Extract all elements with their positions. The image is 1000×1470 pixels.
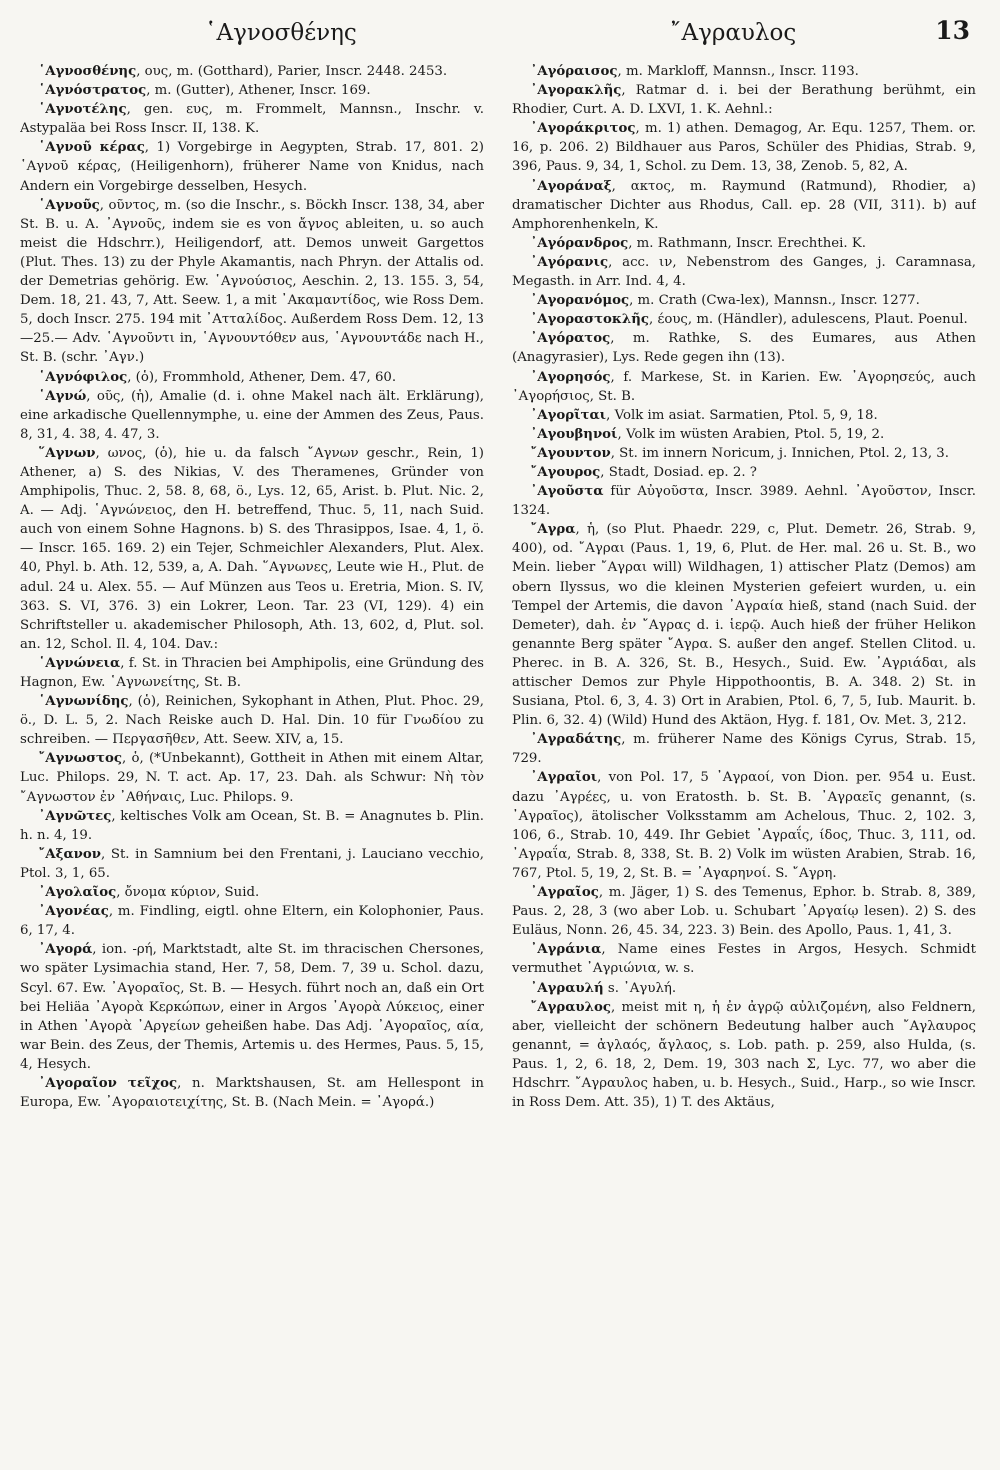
entry-text: , m. Crath (Cwa-lex), Mannsn., Inscr. 1277. (629, 293, 920, 309)
entry-headword: ῎Αγουρος (530, 464, 601, 480)
entry-headword: ῾Αγνώνεια (38, 655, 121, 671)
dictionary-entry (20, 845, 484, 883)
dictionary-entry (512, 883, 976, 940)
entry-headword: ῾Αγνόστρατος (38, 83, 147, 99)
entry-headword: ᾿Αγοραστοκλῆς (530, 312, 649, 328)
dictionary-entry (512, 482, 976, 520)
dictionary-entry (20, 196, 484, 368)
entry-text: , οῦντος, m. (so die Inschr., s. Böckh Inscr. 138, 34, aber St. B. u. A. ᾿Αγνοῦς, indem sie es von ἄγνος ableiten, u. so auch meist die Hdschrr.), Heiligendorf, att. Demos unweit Gargettos (Plut. Thes. 13) zu der Phyle Akamantis, nach Phryn. der Attalis od. der Demetrias gehörig. Ew. ῾Αγνούσιος, Aeschin. 2, 13. 155. 3, 54, Dem. 18, 21. 43, 7, Att. Seew. 1, a mit ᾿Ακαμαντίδος, wie Ross Dem. 5, doch Inscr. 275. 194 mit ᾿Ατταλίδος. Außerdem Ross Dem. 12, 13—25.— Adv. ῾Αγνοῦντι in, ῾Αγνουντόθεν aus, ῾Αγνουντάδε nach H., St. B. (schr. ᾿Αγν.) (20, 197, 484, 366)
dictionary-entry (20, 749, 484, 806)
entry-text: , Volk im wüsten Arabien, Ptol. 5, 19, 2. (617, 426, 885, 442)
entry-text: , acc. ιν, Nebenstrom des Ganges, j. Caramnasa, Megasth. in Arr. Ind. 4, 4. (512, 254, 976, 290)
entry-text: , m. Findling, eigtl. ohne Eltern, ein Kolophonier, Paus. 6, 17, 4. (20, 904, 484, 939)
entry-headword: ᾿Αγουβηνοί (530, 426, 618, 442)
dictionary-entry (512, 463, 976, 482)
entry-headword: ῾Αγνωνίδης (38, 694, 129, 710)
dictionary-entry (512, 425, 976, 444)
entry-headword: ᾿Αγόρανις (530, 254, 609, 270)
entry-headword: ῎Αγουντον (530, 445, 611, 461)
entry-text: , ους, m. (Gotthard), Parier, Inscr. 2448. 2453. (136, 64, 448, 79)
entry-headword: ᾿Αγόρανδρος (530, 235, 629, 251)
page-number: 13 (935, 16, 970, 45)
dictionary-entry (20, 807, 484, 845)
dictionary-entry (512, 368, 976, 406)
entry-headword: ῾Αγνοῦς (38, 197, 100, 213)
entry-text: , οῦς, (ἡ), Amalie (d. i. ohne Makel nach ält. Erklärung), eine arkadische Quellennymphe, u. eine der Ammen des Zeus, Paus. 8, 31, 4. 38, 4. 47, 3. (20, 388, 484, 442)
entry-text: , ἡ, (so Plut. Phaedr. 229, c, Plut. Demetr. 26, Strab. 9, 400), od. ῎Αγραι (Paus. 1, 19, 6, Plut. de Her. mal. 26 u. St. B., wo Mein. lieber ῎Αγραι will) Wildhagen, 1) attischer Platz (Demos) am obern Ilyssus, wo die kleinen Mysterien gefeiert wurden, u. ein Tempel der Artemis, die davon ᾿Αγραία hieß, stand (nach Suid. der Demeter), dah. ἐν ῎Αγρας d. i. ἱερῷ. Auch hieß der früher Helikon genannte Berg später ῎Αγρα. S. außer den angef. Stellen Clitod. u. Pherec. in B. A. 326, St. B., Hesych., Suid. Ew. ᾿Αγριάδαι, als attischer Demos zur Phyle Hippothoontis, B. A. 348. 2) St. in Susiana, Ptol. 6, 3, 4. 3) Ort in Arabien, Ptol. 6, 7, 5, Iub. Maurit. b. Plin. 6, 32. 4) (Wild) Hund des Aktäon, Hyg. f. 181, Ov. Met. 3, 212. (512, 522, 976, 729)
dictionary-entry (512, 998, 976, 1113)
entry-text: , n. Marktshausen, St. am Hellespont in Europa, Ew. ᾿Αγοραιοτειχίτης, St. B. (Nach Mein. = ᾿Αγορά.) (20, 1075, 484, 1111)
entry-headword: ᾿Αγοράκριτος (530, 121, 636, 137)
dictionary-entry (512, 406, 976, 425)
entry-text: , Volk im asiat. Sarmatien, Ptol. 5, 9, 18. (606, 407, 878, 423)
entry-text: , ὁ, (*Unbekannt), Gottheit in Athen mit einem Altar, Luc. Philops. 29, N. T. act. Ap. 17, 23. Dah. als Schwur: Νὴ τὸν ῎Αγνωστον ἐν ᾿Αθήναις, Luc. Philops. 9. (20, 751, 484, 805)
entry-headword: ᾿Αγραῖοι (530, 770, 598, 786)
dictionary-entry (512, 234, 976, 253)
entry-text: , meist mit η, ἡ ἐν ἀγρῷ αὐλιζομένη, also Feldnern, aber, vielleicht der schönern Bedeutung halber auch ῎Αγλαυρος genannt, = ἀγλαός, ἄγλαος, s. Lob. path. p. 259, also Hulda, (s. Paus. 1, 2, 6. 18, 2, Dem. 19, 303 nach Σ, Lyc. 77, wo aber die Hdschrr. ῎Αγραυλος haben, u. b. Hesych., Suid., Harp., so wie Inscr. in Ross Dem. Att. 35), 1) T. des Aktäus, (512, 999, 976, 1111)
entry-text: s. ᾿Αγυλή. (603, 980, 677, 996)
entry-text: , m. Rathmann, Inscr. Erechthei. K. (628, 235, 867, 251)
entry-headword: ῾Αγνοσθένης (38, 64, 137, 79)
entry-text: , f. St. in Thracien bei Amphipolis, eine Gründung des Hagnon, Ew. ῾Αγνωνείτης, St. B. (20, 655, 484, 690)
entry-headword: ῎Αγνωστος (38, 751, 122, 767)
entry-headword: ᾿Αγραυλή (530, 980, 604, 996)
dictionary-entry (20, 654, 484, 692)
dictionary-entry (512, 940, 976, 978)
dictionary-entry (512, 291, 976, 310)
header-first-headword: ῾Αγνοσθένης (205, 20, 357, 46)
left-column (20, 62, 484, 1460)
entry-headword: ᾿Αγορά (38, 942, 93, 958)
entry-text: , ὄνομα κύριον, Suid. (116, 885, 260, 901)
dictionary-entry (512, 768, 976, 883)
entry-headword: ᾿Αγράνια (530, 942, 602, 958)
entry-headword: ῎Αξανον (38, 846, 102, 862)
dictionary-entry (20, 902, 484, 940)
entry-text: , (ὁ), Frommhold, Athener, Dem. 47, 60. (127, 369, 397, 385)
entry-headword: ᾿Αγορακλῆς (530, 83, 622, 99)
entry-text: , m. Rathke, S. des Eumares, aus Athen (Anagyrasier), Lys. Rede gegen ihn (13). (512, 331, 976, 366)
dictionary-entry (20, 444, 484, 654)
dictionary-entry (20, 883, 484, 902)
entry-headword: ᾿Αγόρατος (530, 331, 611, 347)
dictionary-entry (20, 81, 484, 100)
entry-headword: ῎Αγραυλος (530, 999, 611, 1015)
entry-headword: ᾿Αγόραισος (530, 64, 618, 79)
entry-headword: ᾿Αγραδάτης (530, 732, 622, 748)
entry-headword: ᾿Αγολαῖος (38, 885, 117, 901)
entry-text: , Stadt, Dosiad. ep. 2. ? (600, 464, 757, 480)
entry-headword: ῾Αγνόφιλος (38, 369, 128, 385)
entry-text: , m. 1) athen. Demagog, Ar. Equ. 1257, Them. or. 16, p. 206. 2) Bildhauer aus Paros, Schüler des Phidias, Strab. 9, 396, Paus. 9, 34, 1, Schol. zu Dem. 13, 38, Zenob. 5, 82, A. (512, 121, 976, 175)
dictionary-entry (20, 138, 484, 195)
dictionary-entry (20, 692, 484, 749)
entry-text: , m. Markloff, Mannsn., Inscr. 1193. (617, 64, 859, 79)
entry-text: , m. Jäger, 1) S. des Temenus, Ephor. b. Strab. 8, 389, Paus. 2, 28, 3 (wo aber Lob. u. Schubart ᾿Αργαίῳ lesen). 2) S. des Euläus, Nonn. 26, 45. 34, 223. 3) Bein. des Apollo, Paus. 1, 41, 3. (512, 885, 976, 939)
entry-text: , ακτος, m. Raymund (Ratmund), Rhodier, a) dramatischer Dichter aus Rhodus, Call. ep. 28 (VII, 311). b) auf Amphorenhenkeln, K. (512, 178, 976, 232)
dictionary-entry (20, 940, 484, 1074)
entry-headword: ῾Αγνώ (38, 388, 87, 404)
dictionary-entry (20, 1074, 484, 1112)
entry-headword: ῾Αγνοτέλης (38, 102, 127, 118)
header-last-headword: ῎Αγραυλος (670, 20, 797, 46)
dictionary-entry (512, 310, 976, 329)
entry-text: , m. früherer Name des Königs Cyrus, Strab. 15, 729. (512, 732, 976, 767)
dictionary-entry (512, 329, 976, 367)
dictionary-entry (512, 62, 976, 81)
dictionary-entry (20, 368, 484, 387)
entry-text: , m. (Gutter), Athener, Inscr. 169. (146, 83, 371, 99)
entry-headword: ᾿Αγραῖος (530, 885, 599, 901)
dictionary-entry (512, 979, 976, 998)
right-column (512, 62, 976, 1460)
entry-headword: ᾿Αγνῶτες (38, 808, 112, 824)
entry-headword: ᾿Αγορανόμος (530, 293, 630, 309)
entry-text: für Αὐγοῦστα, Inscr. 3989. Aehnl. ᾿Αγοῦστον, Inscr. 1324. (512, 484, 976, 519)
entry-text: , (ὁ), Reinichen, Sykophant in Athen, Plut. Phoc. 29, ö., D. L. 5, 2. Nach Reiske auch D. Hal. Din. 10 für Γνωδίου zu schreiben. — Περγασῆθεν, Att. Seew. XIV, a, 15. (20, 694, 484, 748)
entry-text: , ion. -ρή, Marktstadt, alte St. im thracischen Chersones, wo später Lysimachia stand, Her. 7, 58, Dem. 7, 39 u. Schol. dazu, Scyl. 67. Ew. ᾿Αγοραῖος, St. B. — Hesych. führt noch an, daß ein Ort bei Heliäa ᾿Αγορὰ Κερκώπων, einer in Argos ᾿Αγορὰ Λύκειος, einer in Athen ᾿Αγορὰ ᾿Αργείων geheißen habe. Das Adj. ᾿Αγοραῖος, αία, war Bein. des Zeus, der Themis, Artemis u. des Hermes, Paus. 5, 15, 4, Hesych. (20, 942, 484, 1072)
dictionary-entry (512, 253, 976, 291)
entry-text: , f. Markese, St. in Karien. Ew. ᾿Αγορησεύς, auch ᾿Αγορήσιος, St. B. (512, 369, 976, 404)
entry-headword: ᾿Αγοράναξ (530, 178, 612, 194)
entry-headword: ᾿Αγορῖται (530, 407, 607, 423)
entry-text: , von Pol. 17, 5 ᾿Αγραοί, von Dion. per. 954 u. Eust. dazu ᾿Αγρέες, u. von Eratosth. b. St. B. ᾿Αγραεῖς genannt, (s. ᾿Αγραῖος), ätolischer Volksstamm am Achelous, Thuc. 2, 102. 3, 106, 6., Strab. 10, 449. Ihr Gebiet ᾿Αγραΐς, ίδος, Thuc. 3, 111, od. ᾿Αγραΐα, Strab. 8, 338, St. B. 2) Volk im wüsten Arabien, Strab. 16, 767, Ptol. 5, 19, 2, St. B. = ᾿Αγαρηνοί. S. ῎Αγρη. (512, 770, 976, 881)
entry-headword: ᾿Αγοῦστα (530, 484, 604, 500)
dictionary-entry (20, 387, 484, 444)
entry-text: , gen. ευς, m. Frommelt, Mannsn., Inschr. v. Astypaläa bei Ross Inscr. II, 138. K. (20, 102, 484, 137)
entry-headword: ῞Αγνων (38, 445, 96, 461)
entry-headword: ᾿Αγορησός (530, 369, 611, 385)
entry-headword: ᾿Αγοραῖον τεῖχος (38, 1075, 178, 1091)
entry-text: , St. im innern Noricum, j. Innichen, Ptol. 2, 13, 3. (610, 445, 949, 461)
entry-text: , St. in Samnium bei den Frentani, j. Lauciano vecchio, Ptol. 3, 1, 65. (20, 846, 484, 881)
dictionary-entry (512, 177, 976, 234)
entry-text: , Ratmar d. i. bei der Berathung berühmt, ein Rhodier, Curt. A. D. LXVI, 1. K. Aehnl.: (512, 83, 976, 118)
entry-headword: ᾿Αγονέας (38, 904, 109, 920)
entry-headword: ῾Αγνοῦ κέρας (38, 140, 145, 156)
dictionary-entry (20, 62, 484, 81)
entry-text: , Name eines Festes in Argos, Hesych. Schmidt vermuthet ᾿Αγριώνια, w. s. (512, 942, 976, 977)
dictionary-entry (512, 520, 976, 730)
entry-text: , keltisches Volk am Ocean, St. B. = Anagnutes b. Plin. h. n. 4, 19. (20, 808, 484, 843)
entry-text: , έους, m. (Händler), adulescens, Plaut. Poenul. (648, 312, 968, 328)
running-header (0, 14, 1000, 54)
dictionary-entry (512, 119, 976, 176)
dictionary-entry (512, 730, 976, 768)
dictionary-entry (512, 81, 976, 119)
entry-text: , ωνος, (ὁ), hie u. da falsch ῎Αγνων geschr., Rein, 1) Athener, a) S. des Nikias, V. des Theramenes, Gründer von Amphipolis, Thuc. 2, 58. 8, 68, ö., Lys. 12, 65, Arist. b. Plut. Nic. 2, A. — Adj. ῾Αγνώνειος, den H. betreffend, Thuc. 5, 11, nach Suid. auch von einem Sohne Hagnons. b) S. des Thrasippos, Isae. 4, 1, ö. — Inscr. 165. 169. 2) ein Tejer, Schmeichler Alexanders, Plut. Alex. 40, Phyl. b. Ath. 12, 539, a, A. Dah. ῞Αγνωνες, Leute wie H., Plut. de adul. 24 u. Alex. 55. — Auf Münzen aus Teos u. Eretria, Mion. S. IV, 363. S. VI, 376. 3) ein Lokrer, Leon. Tar. 23 (VI, 129). 4) ein Schriftsteller u. akademischer Philosoph, Ath. 13, 602, d, Plut. sol. an. 12, Schol. Il. 4, 104. Dav.: (20, 445, 484, 652)
dictionary-entry (512, 444, 976, 463)
entry-headword: ῎Αγρα (530, 522, 576, 538)
entry-text: , 1) Vorgebirge in Aegypten, Strab. 17, 801. 2) ῾Αγνοῦ κέρας, (Heiligenhorn), früherer Name von Knidus, nach Andern ein Vorgebirge desselben, Hesych. (20, 140, 484, 194)
dictionary-entry (20, 100, 484, 138)
